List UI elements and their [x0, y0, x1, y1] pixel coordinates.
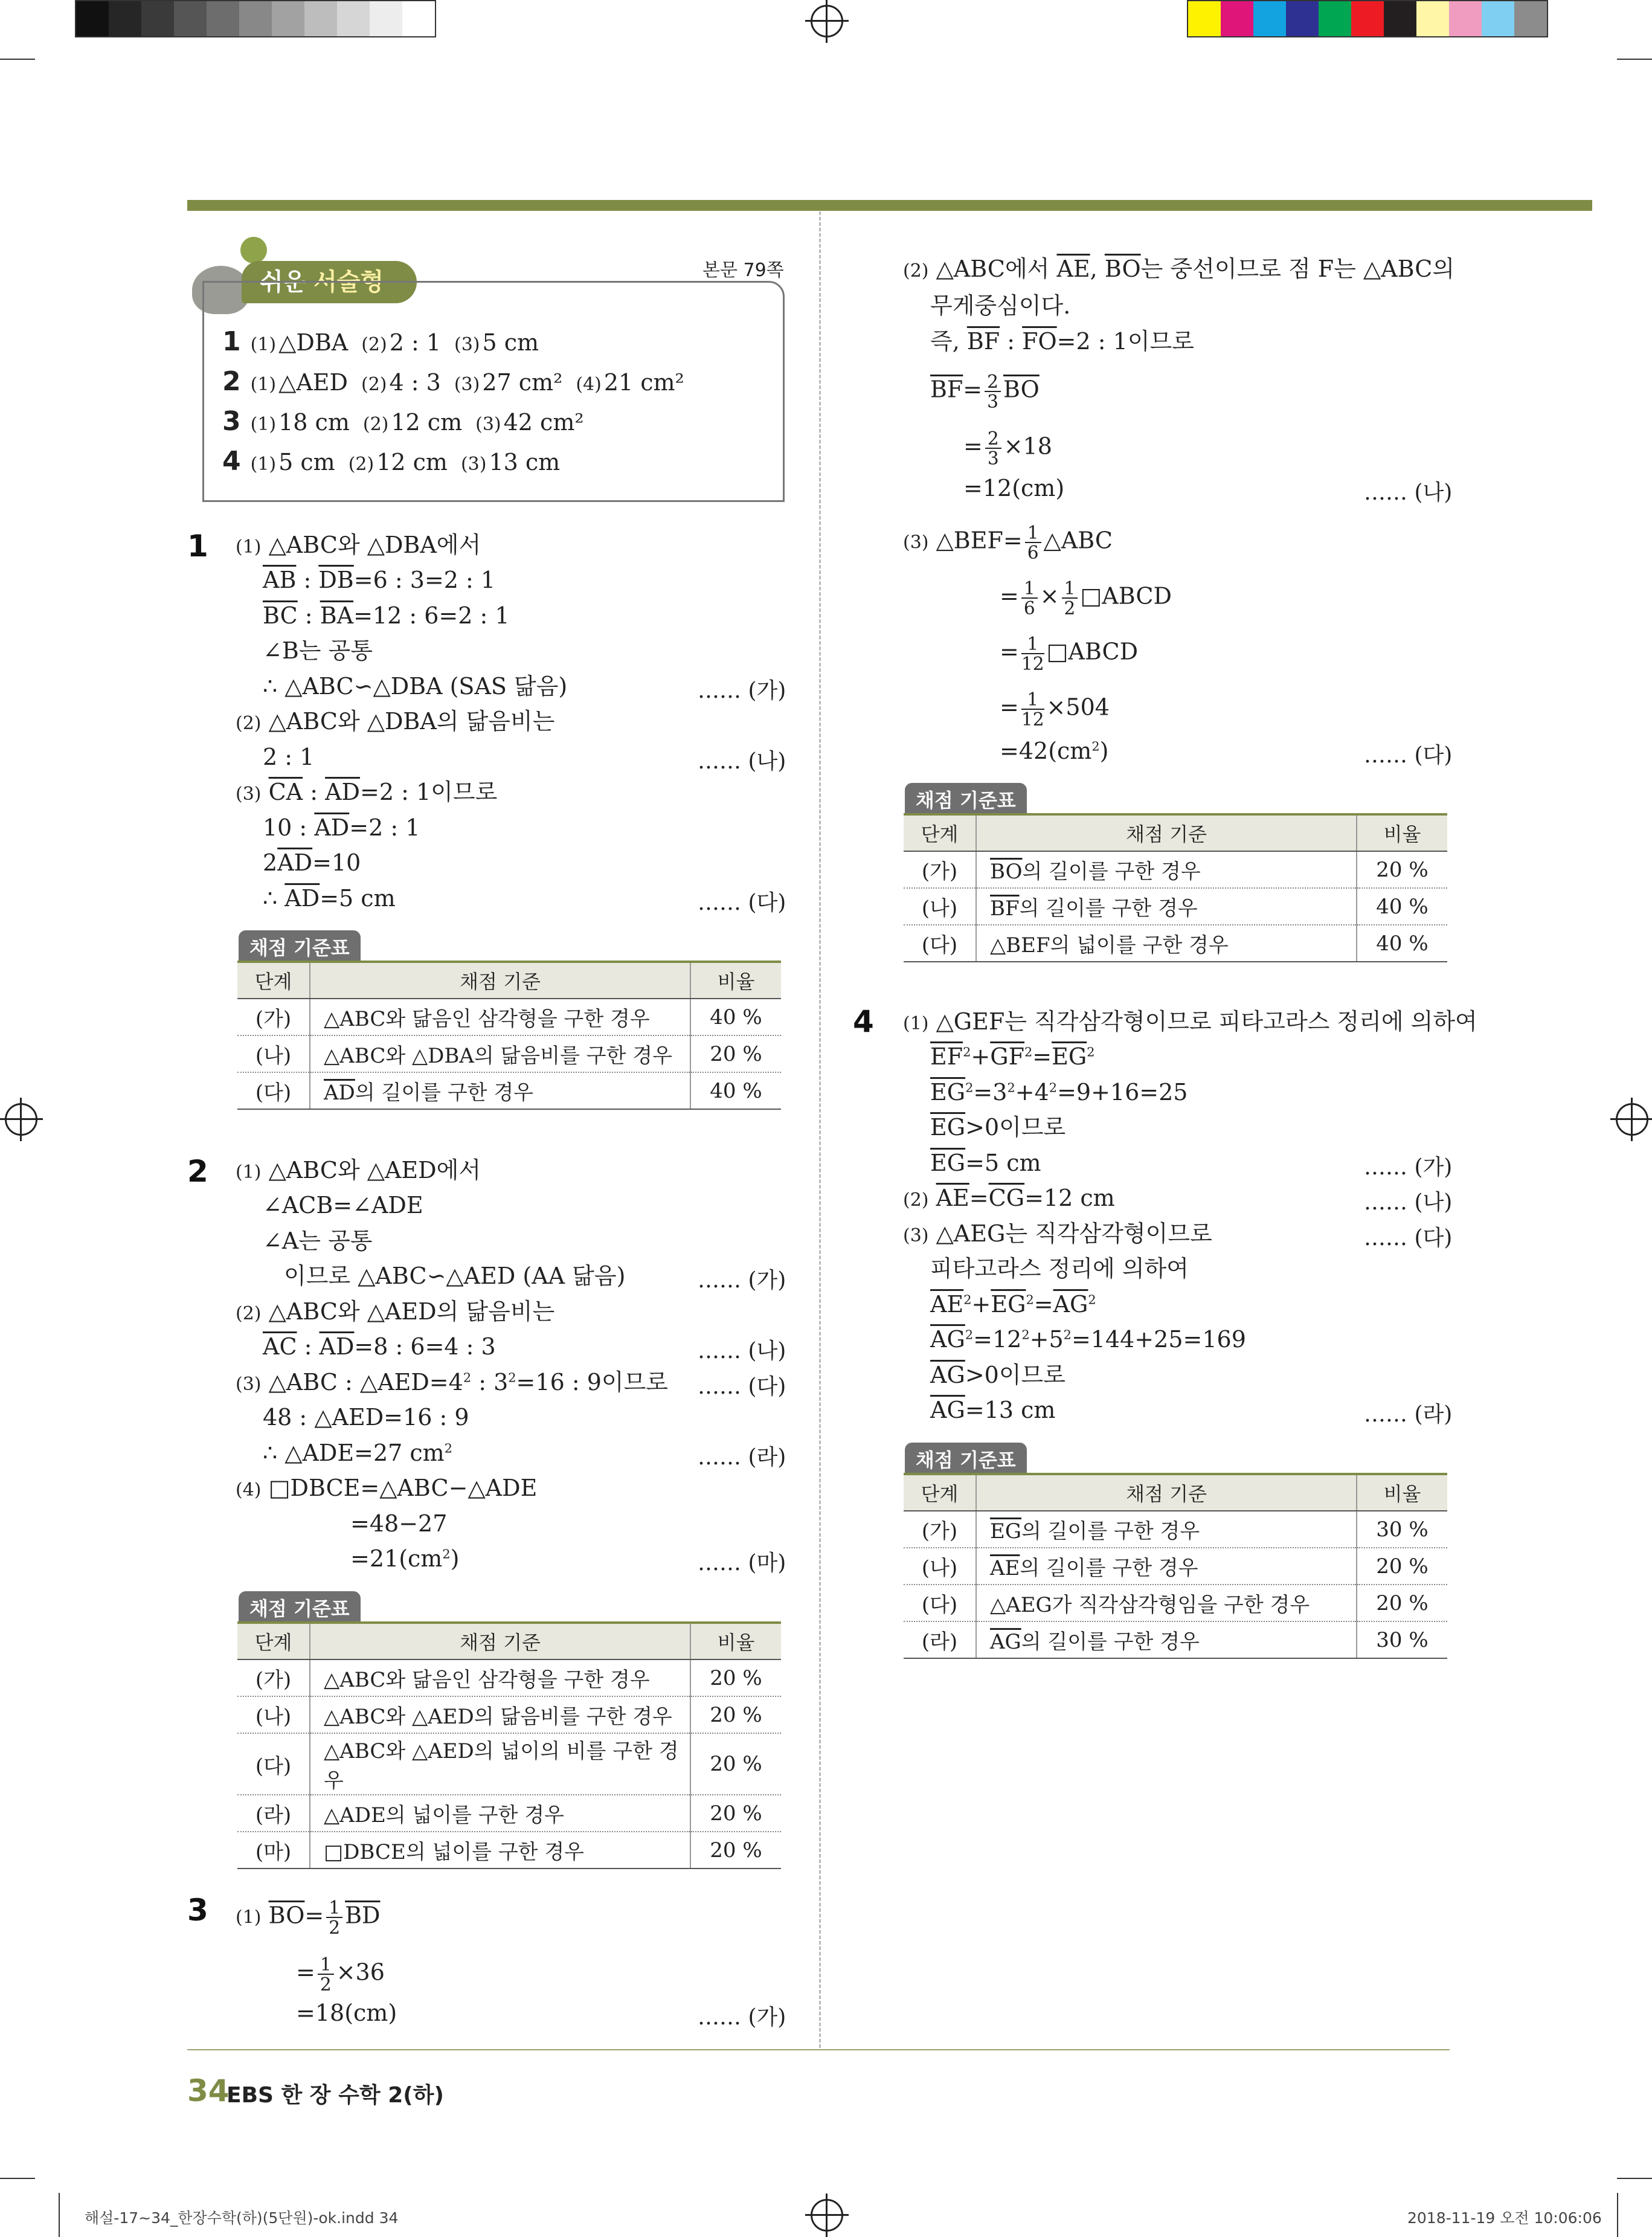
answer-part-label: (3) [460, 454, 487, 475]
gray-swatch [141, 1, 174, 36]
crop-mark [59, 2193, 60, 2237]
table-row: (다) △ABC와 △AED의 넓이의 비를 구한 경우 20 % [237, 1733, 781, 1795]
answer-value: 2 : 1 [389, 329, 442, 356]
table-row: (다) $\overline{AD}$의 길이를 구한 경우 40 % [237, 1072, 781, 1109]
answer-value: 12 cm [391, 409, 463, 436]
q1-line-1: (1) △ABC와 △DBA에서 [236, 532, 481, 558]
section-subtitle: 서술형 [313, 268, 384, 296]
gray-swatch [174, 1, 207, 36]
crop-mark [1617, 59, 1652, 60]
scoring-table-3: 단계 채점 기준 비율 (가) $\overline{BO}$의 길이를 구한 경우 20 % (나) $\overline{BF}$의 길이를 구한 경우 40 % (다) △BEF의 넓이를 구한 경우 40 % [904, 813, 1447, 962]
q4-line-10: $\overline{AG}^2=12^2+5^2=144+25=169$ [930, 1326, 1246, 1353]
column-divider [819, 211, 821, 2048]
crop-mark [1617, 2193, 1618, 2237]
scoring-table-label: 채점 기준표 [239, 1591, 361, 1624]
table-row: (나) $\overline{AE}$의 길이를 구한 경우 20 % [904, 1548, 1447, 1585]
table-row: (라) $\overline{AG}$의 길이를 구한 경우 30 % [904, 1621, 1447, 1658]
color-swatch [1188, 1, 1221, 36]
answer-number: 1 [222, 326, 241, 357]
color-swatch [1319, 1, 1351, 36]
q1-line-10: $2\overline{AD}=10$ [263, 849, 361, 876]
answer-number: 4 [222, 446, 241, 477]
gray-swatch [304, 1, 337, 36]
answer-row [222, 406, 597, 437]
answer-value: △AED [278, 369, 348, 396]
gray-swatch [337, 1, 370, 36]
q3-line-7: $\overline{BF}=$ $\frac{2}{3}$ $\overline{BO}$ [930, 371, 1040, 413]
answer-row [222, 446, 573, 477]
q2-line-3: ∠A는 공통 [263, 1228, 373, 1254]
scoring-table-label: 채점 기준표 [239, 930, 361, 963]
answer-value: △DBA [278, 329, 349, 356]
q3-line-13: = $\frac{1}{12}$ ×504 [1000, 689, 1110, 730]
gray-swatch [239, 1, 272, 36]
color-swatch [1221, 1, 1253, 36]
q2-line-11: =48−27 [350, 1510, 448, 1537]
gray-swatch [402, 1, 435, 36]
q4-line-6: (2) $\overline{AE}=\overline{CG}=12$ cm [903, 1185, 1115, 1211]
question-number: 1 [187, 529, 208, 564]
step-tag: …… (나) [698, 749, 786, 774]
answer-part-label: (1) [250, 454, 277, 475]
color-swatch [1351, 1, 1384, 36]
table-row: (다) △BEF의 넓이를 구한 경우 40 % [904, 925, 1447, 962]
scoring-table-label: 채점 기준표 [905, 783, 1027, 816]
step-tag: …… (가) [698, 678, 786, 703]
step-tag: …… (다) [1364, 743, 1453, 768]
q3-line-12: = $\frac{1}{12}$ □ABCD [1000, 633, 1139, 675]
answer-part-label: (2) [361, 374, 387, 395]
step-tag: …… (다) [1364, 1226, 1453, 1250]
answer-part-label: (1) [250, 334, 277, 355]
q1-line-9: 10 : $\overline{AD}=2$ : 1 [263, 814, 420, 841]
section-title: 쉬운 [260, 268, 307, 296]
page-number: 34 [187, 2073, 230, 2108]
q3-line-6: 즉, $\overline{BF}$ : $\overline{FO}=2$ : 1이므로 [930, 328, 1194, 355]
table-row: (라) △ADE의 넓이를 구한 경우 20 % [237, 1795, 781, 1832]
q1-line-3: $\overline{BC}$ : $\overline{BA}=12$ : 6=2 : 1 [263, 602, 510, 629]
answer-part-label: (1) [250, 374, 277, 395]
table-row: (가) △ABC와 닮음인 삼각형을 구한 경우 40 % [237, 999, 781, 1035]
q1-line-5: ∴ △ABC∽△DBA (SAS 닮음) [263, 673, 568, 700]
answer-value: 27 cm² [482, 369, 563, 396]
q2-line-9: ∴ △ADE=27 $cm^2$ [263, 1440, 453, 1466]
step-tag: …… (가) [1364, 1155, 1453, 1180]
q3-line-5: 무게중심이다. [930, 292, 1071, 319]
q4-line-1: (1) △GEF는 직각삼각형이므로 피타고라스 정리에 의하여 [903, 1008, 1477, 1035]
color-swatch [1286, 1, 1319, 36]
table-row: (마) □DBCE의 넓이를 구한 경우 20 % [237, 1832, 781, 1868]
q4-line-8: 피타고라스 정리에 의하여 [930, 1255, 1189, 1282]
gray-swatch [370, 1, 402, 36]
q4-line-9: $\overline{AE}^2+\overline{EG}^2=\overline{AG}^2$ [930, 1291, 1096, 1318]
print-timestamp: 2018-11-19 오전 10:06:06 [1407, 2209, 1602, 2227]
q1-line-6: (2) △ABC와 △DBA의 닮음비는 [236, 708, 555, 735]
answer-part-label: (1) [250, 414, 277, 435]
table-row: (가) $\overline{BO}$의 길이를 구한 경우 20 % [904, 851, 1447, 888]
crop-mark [0, 2178, 35, 2179]
q4-line-3: $\overline{EG}^2=3^2+4^2=9+16=25$ [930, 1079, 1188, 1106]
gray-swatch [272, 1, 304, 36]
scoring-table-2: 단계 채점 기준 비율 (가) △ABC와 닮음인 삼각형을 구한 경우 20 % (나) △ABC와 △AED의 닮음비를 구한 경우 20 % (다) △ABC와 △AED의 넓이의 비를 구한 경우 20 % (라) △ADE의 넓이를 구한 경우 20 % (마) □DBCE의 넓이를 구한 경우 20 % [237, 1621, 781, 1869]
registration-mark-bottom [811, 2199, 843, 2232]
step-tag: …… (나) [698, 1339, 786, 1363]
scoring-table-1 [237, 961, 781, 1110]
q2-line-2: ∠ACB=∠ADE [263, 1192, 423, 1218]
table-row: (가) △ABC와 닮음인 삼각형을 구한 경우 20 % [237, 1659, 781, 1696]
gray-calibration-strip [75, 0, 436, 37]
q4-line-4: $\overline{EG}>0$이므로 [930, 1114, 1066, 1141]
step-tag: …… (가) [698, 1268, 786, 1293]
answer-part-label: (3) [454, 374, 480, 395]
answer-row [222, 366, 698, 397]
answer-part-label: (2) [348, 454, 374, 475]
answer-value: 4 : 3 [389, 369, 441, 396]
answer-part-label: (4) [576, 374, 602, 395]
answer-value: 12 cm [376, 449, 448, 475]
q4-line-12: $\overline{AG}=13$ cm [930, 1397, 1056, 1423]
registration-mark-top [811, 5, 843, 37]
scoring-table-label: 채점 기준표 [905, 1443, 1027, 1475]
q4-line-2: $\overline{EF}^2+\overline{GF}^2=\overline{EG}^2$ [930, 1043, 1095, 1070]
step-tag: …… (나) [1364, 480, 1453, 505]
step-tag: …… (라) [1364, 1402, 1453, 1427]
crop-mark [0, 59, 35, 60]
q3-line-14: $=42(cm^2)$ [1000, 738, 1109, 764]
q4-line-11: $\overline{AG}>0$이므로 [930, 1362, 1065, 1388]
gray-swatch [207, 1, 239, 36]
q3-line-2: = $\frac{1}{2}$ ×36 [296, 1954, 385, 1995]
q3-line-3: =18(cm) [296, 2000, 397, 2026]
q4-line-7: (3) △AEG는 직각삼각형이므로 [903, 1220, 1212, 1247]
q2-line-4: 이므로 △ABC∽△AED (AA 닮음) [284, 1263, 626, 1289]
q2-line-8: 48 : △AED=16 : 9 [263, 1404, 469, 1431]
answer-value: 5 cm [482, 329, 539, 356]
answer-row [222, 326, 552, 357]
book-title: EBS 한 장 수학 2(하) [227, 2083, 444, 2108]
table-row: (다) △AEG가 직각삼각형임을 구한 경우 20 % [904, 1585, 1447, 1621]
q3-line-4: (2) △ABC에서 $\overline{AE}$, $\overline{BO}$는 중선이므로 점 F는 △ABC의 [903, 256, 1455, 282]
q2-line-12: $=21(cm^2)$ [350, 1545, 460, 1572]
q1-line-4: ∠B는 공통 [263, 637, 373, 664]
answer-part-label: (2) [361, 334, 387, 355]
answer-value: 42 cm² [503, 409, 584, 436]
answer-value: 18 cm [278, 409, 350, 436]
question-number: 3 [187, 1893, 208, 1928]
q2-line-7: (3) △ABC : $\triangle AED=4^2$ : $3^2=16$ : 9이므로 [236, 1369, 669, 1395]
color-swatch [1482, 1, 1514, 36]
q2-line-5: (2) △ABC와 △AED의 닮음비는 [236, 1298, 555, 1325]
answer-number: 3 [222, 406, 241, 437]
color-swatch [1253, 1, 1286, 36]
q4-line-5: $\overline{EG}=5$ cm [930, 1150, 1041, 1176]
scoring-table-4: 단계 채점 기준 비율 (가) $\overline{EG}$의 길이를 구한 경우 30 % (나) $\overline{AE}$의 길이를 구한 경우 20 % (다) △AEG가 직각삼각형임을 구한 경우 20 % (라) $\overline{AG}$의 길이를 구한 경우 30 % [904, 1473, 1447, 1659]
file-slug: 해설-17~34_한장수학(하)(5단원)-ok.indd 34 [85, 2209, 399, 2227]
q3-line-1: (1) $\overline{BO}=$ $\frac{1}{2}$ $\overline{BD}$ [236, 1897, 381, 1939]
step-tag: …… (라) [698, 1445, 786, 1470]
top-accent-bar [187, 200, 1592, 211]
footer-rule [187, 2049, 1450, 2050]
question-number: 2 [187, 1154, 208, 1189]
q1-line-2: $\overline{AB}$ : $\overline{DB}=6$ : 3=2 : 1 [263, 567, 496, 593]
q3-line-9: =12(cm) [963, 475, 1065, 501]
color-calibration-strip [1187, 0, 1548, 37]
q2-line-10: (4) □DBCE=△ABC−△ADE [236, 1475, 538, 1501]
q1-line-11: ∴ $\overline{AD}=5$ cm [263, 885, 396, 912]
step-tag: …… (다) [698, 1374, 786, 1399]
col-header-ratio: 비율 [690, 962, 781, 999]
answer-value: 5 cm [278, 449, 335, 475]
q3-line-8: = $\frac{2}{3}$ ×18 [963, 428, 1052, 469]
answer-part-label: (2) [362, 414, 389, 435]
page-reference: 본문 79쪽 [702, 260, 784, 281]
color-swatch [1384, 1, 1416, 36]
table-row: (나) $\overline{BF}$의 길이를 구한 경우 40 % [904, 888, 1447, 925]
color-swatch [1514, 1, 1547, 36]
leaf-icon [240, 237, 267, 263]
step-tag: …… (가) [698, 2005, 786, 2030]
step-tag: …… (다) [698, 890, 786, 915]
table-row: (나) △ABC와 △AED의 닮음비를 구한 경우 20 % [237, 1696, 781, 1733]
color-swatch [1449, 1, 1482, 36]
q1-line-8: (3) $\overline{CA}$ : $\overline{AD}=2$ : 1이므로 [236, 779, 498, 805]
crop-mark [1617, 2178, 1652, 2179]
step-tag: …… (마) [698, 1551, 786, 1576]
answer-value: 13 cm [489, 449, 561, 475]
gray-swatch [109, 1, 141, 36]
color-swatch [1416, 1, 1449, 36]
q2-line-6: $\overline{AC}$ : $\overline{AD}=8$ : 6=4 : 3 [263, 1333, 496, 1360]
col-header-step: 단계 [237, 962, 310, 999]
q2-line-1: (1) △ABC와 △AED에서 [236, 1157, 481, 1183]
q3-line-11: = $\frac{1}{6}$ × $\frac{1}{2}$ □ABCD [1000, 578, 1172, 619]
answer-part-label: (3) [475, 414, 501, 435]
q1-line-7: 2 : 1 [263, 744, 315, 770]
step-tag: …… (나) [1364, 1190, 1453, 1215]
registration-mark-right [1616, 1103, 1648, 1136]
q3-line-10: (3) △BEF= $\frac{1}{6}$ △ABC [903, 522, 1113, 564]
gray-swatch [76, 1, 109, 36]
table-row: (가) $\overline{EG}$의 길이를 구한 경우 30 % [904, 1511, 1447, 1548]
table-row: (나) △ABC와 △DBA의 닮음비를 구한 경우 20 % [237, 1035, 781, 1072]
col-header-criteria: 채점 기준 [310, 962, 690, 999]
answer-value: 21 cm² [603, 369, 684, 396]
answer-number: 2 [222, 366, 241, 397]
answer-part-label: (3) [454, 334, 480, 355]
registration-mark-left [5, 1103, 37, 1136]
question-number: 4 [853, 1004, 874, 1039]
